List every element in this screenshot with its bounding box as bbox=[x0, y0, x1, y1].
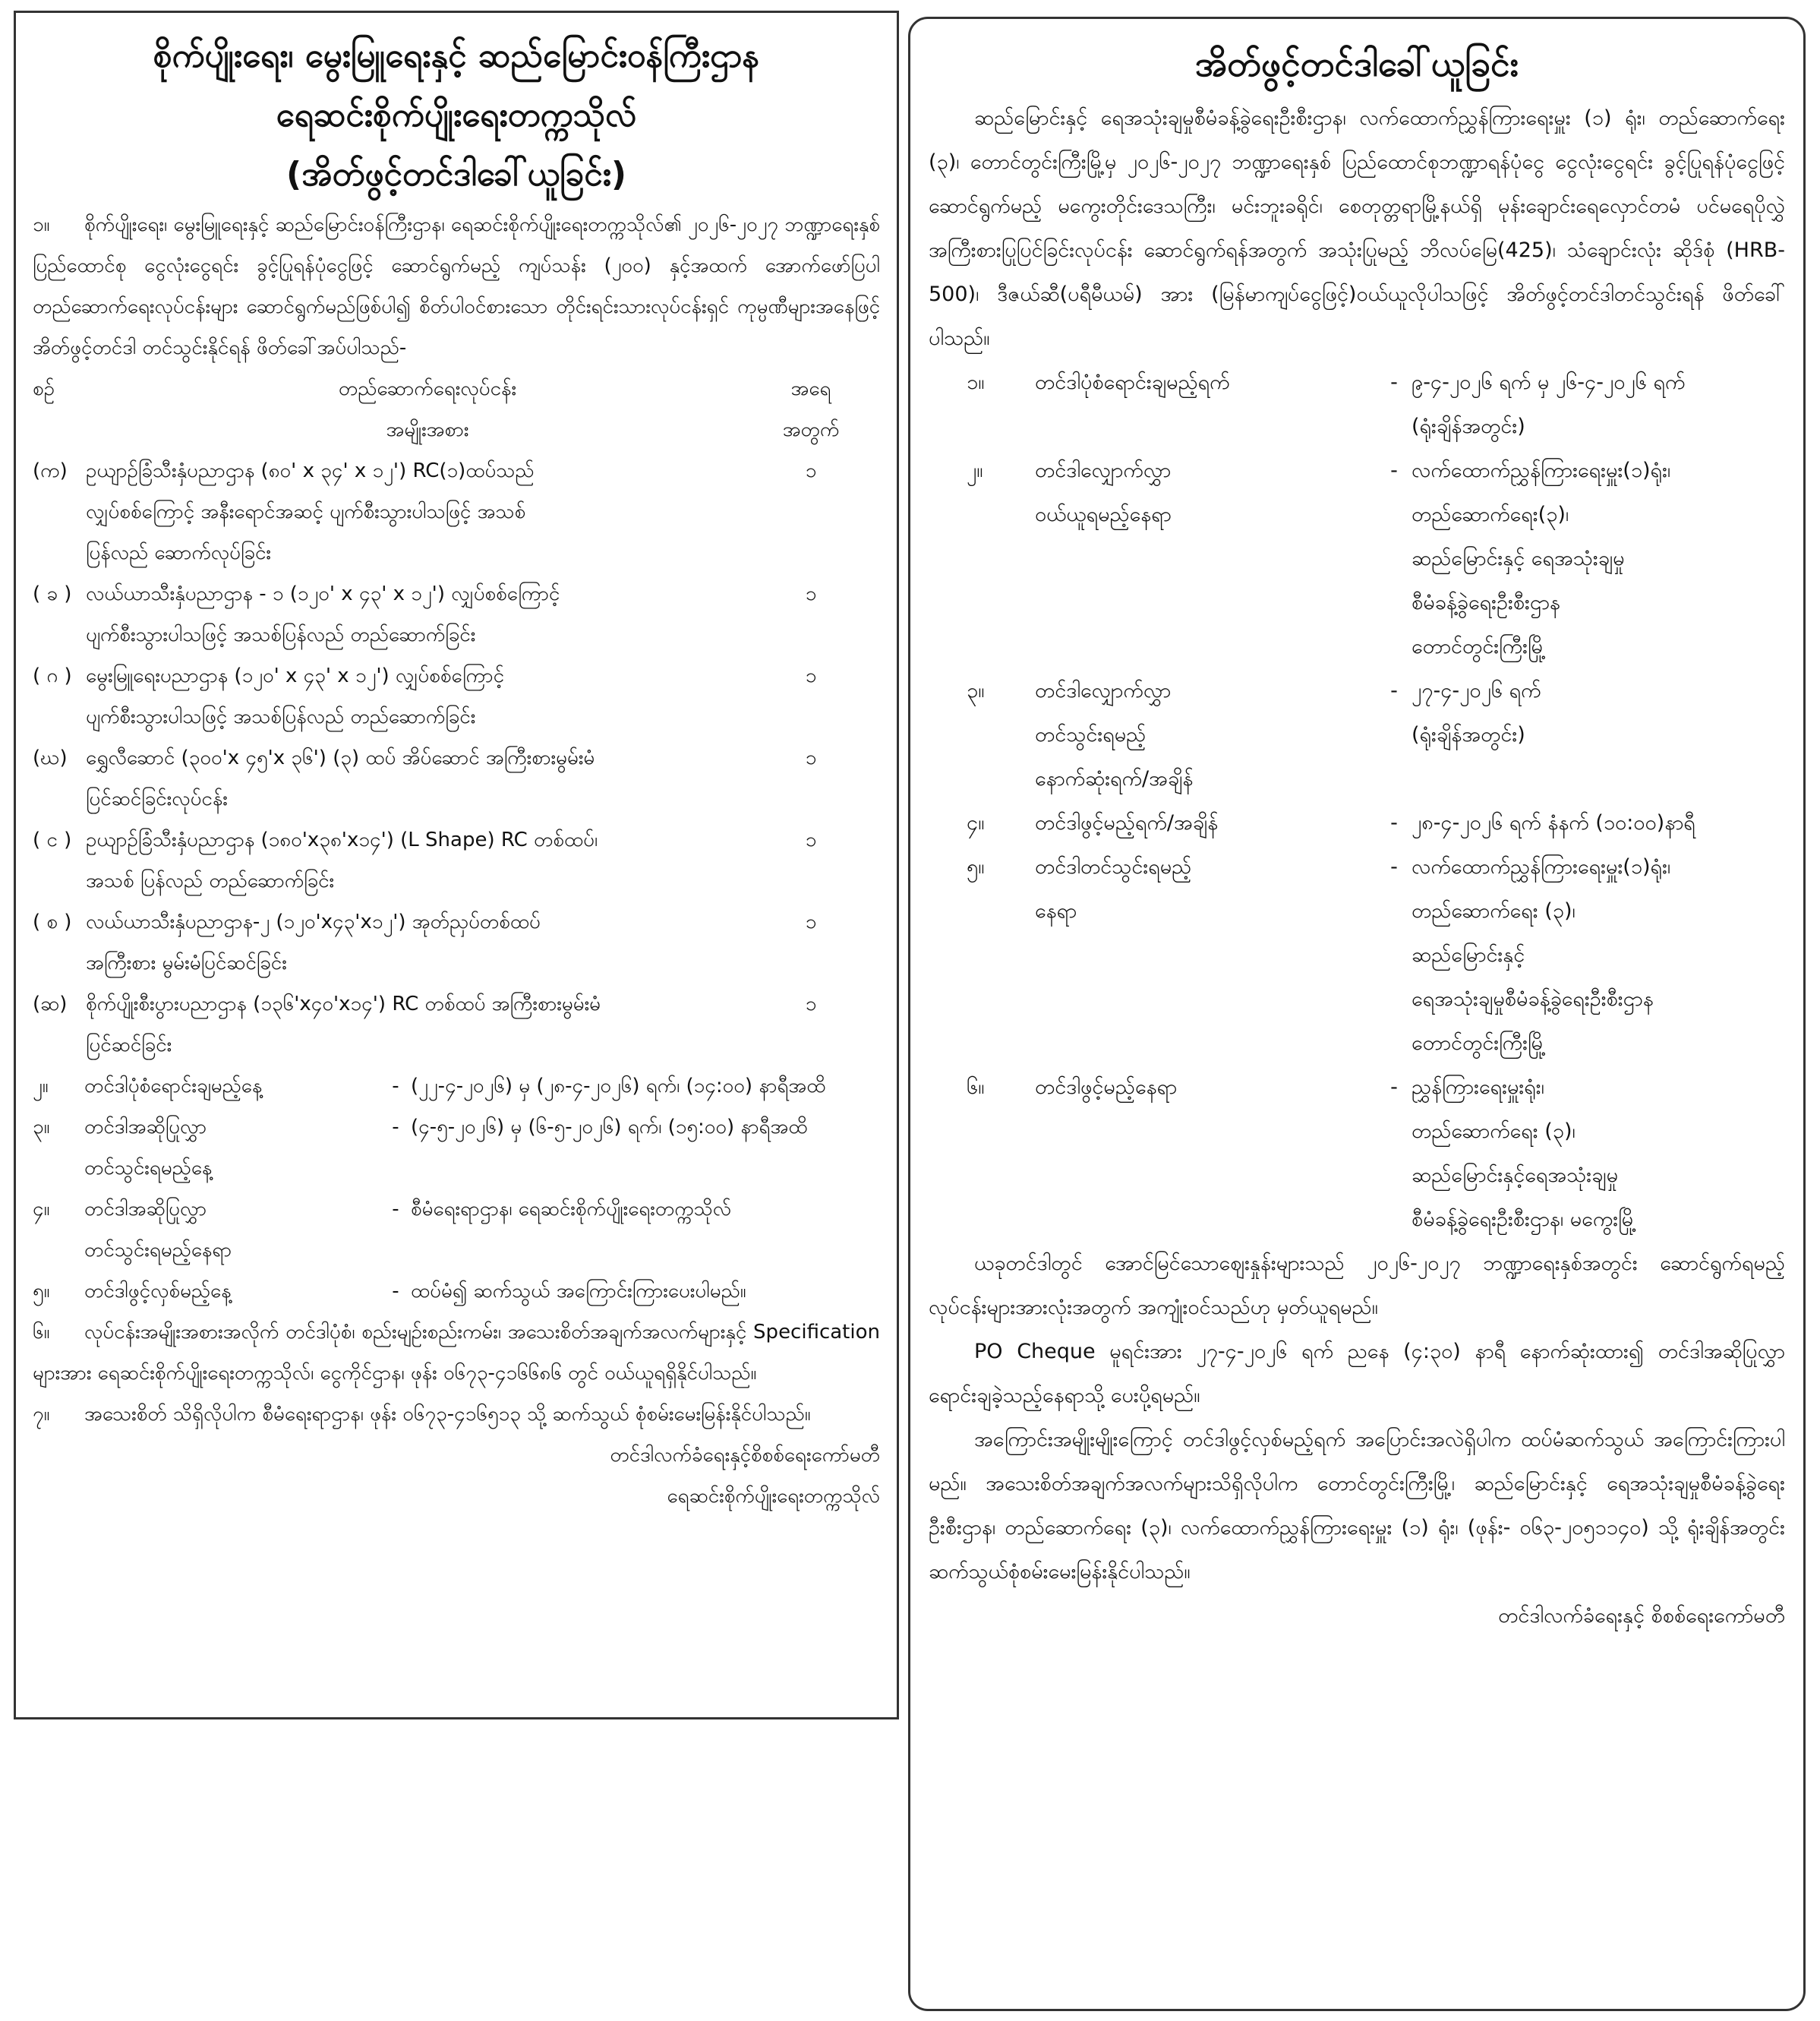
left-title-ministry: စိုက်ပျိုးရေး၊ မွေးမြူရေးနှင့် ဆည်မြောင်းဝန်ကြီးဌာန bbox=[153, 36, 760, 75]
right-item-open-place: ၆။ တင်ဒါဖွင့်မည့်နေရာ - ညွှန်ကြားရေးမှူးရုံး၊ တည်ဆောက်ရေး (၃)၊ ဆည်မြောင်းနှင့်ရေအသုံးချမှု စီမံခန့်ခွဲရေးဦးစီးဌာန၊ မကွေးမြို့ bbox=[967, 1075, 1637, 1231]
table-row: ( ဂ ) မွေးမြူရေးပညာဌာန (၁၂၀' x ၄၃' x ၁၂') လျှပ်စစ်ကြောင့် ပျက်စီးသွားပါသဖြင့် အသစ်ပြန်လည် တည်ဆောက်ခြင်း ၁ bbox=[33, 665, 817, 728]
left-item-submit-date: ၃။ တင်ဒါအဆိုပြုလွှာ တင်သွင်းရမည့်နေ့ - (၄-၅-၂၀၂၆) မှ (၆-၅-၂၀၂၆) ရက်၊ (၁၅:၀၀) နာရီအထိ bbox=[33, 1116, 808, 1179]
table-row: ( ခ ) လယ်ယာသီးနှံပညာဌာန - ၁ (၁၂၀' x ၄၃' x ၁၂') လျှပ်စစ်ကြောင့် ပျက်စီးသွားပါသဖြင့် အသစ်ပြန်လည် တည်ဆောက်ခြင်း ၁ bbox=[33, 583, 817, 646]
left-paragraph-7: ၇။ အသေးစိတ် သိရှိလိုပါက စီမံရေးရာဌာန၊ ဖုန်း ၀၆၇၃-၄၁၆၅၁၃ သို့ ဆက်သွယ် စုံစမ်းမေးမြန်းနိုင်ပါသည်။ bbox=[33, 1403, 811, 1426]
works-table-header bbox=[33, 368, 880, 450]
right-item-purchase-place: ၂။ တင်ဒါလျှောက်လွှာ ဝယ်ယူရမည့်နေရာ - လက်ထောက်ညွှန်ကြားရေးမှူး(၁)ရုံး၊ တည်ဆောက်ရေး(၃)၊ ဆည်မြောင်းနှင့် ရေအသုံးချမှု စီမံခန့်ခွဲရေးဦးစီးဌာန တောင်တွင်းကြီးမြို့ bbox=[967, 459, 1671, 658]
left-intro: ၁။ စိုက်ပျိုးရေး၊ မွေးမြူရေးနှင့် ဆည်မြောင်းဝန်ကြီးဌာန၊ ရေဆင်းစိုက်ပျိုးရေးတက္ကသိုလ်၏ ၂၀၂၆-၂၀၂၇ ဘဏ္ဍာရေးနှစ် ပြည်ထောင်စု ငွေလုံးငွေရင်း ခွင့်ပြုရန်ပုံငွေဖြင့် ဆောင်ရွက်မည့် ကျပ်သန်း (၂၀၀) နှင့်အထက် အောက်ဖော်ပြပါ တည်ဆောက်ရေးလုပ်ငန်းများ ဆောင်ရွက်မည်ဖြစ်ပါ၍ စိတ်ပါဝင်စားသော တိုင်းရင်းသားလုပ်ငန်းရှင် ကုမ္ပဏီများအနေဖြင့် အိတ်ဖွင့်တင်ဒါ တင်သွင်းနိုင်ရန် ဖိတ်ခေါ်အပ်ပါသည်- bbox=[33, 204, 880, 368]
left-announcement bbox=[14, 11, 899, 1719]
left-title-tender: (အိတ်ဖွင့်တင်ဒါခေါ်ယူခြင်း) bbox=[286, 155, 626, 194]
right-intro: ဆည်မြောင်းနှင့် ရေအသုံးချမှုစီမံခန့်ခွဲရေးဦးစီးဌာန၊ လက်ထောက်ညွှန်ကြားရေးမှူး (၁) ရုံး၊ တည်ဆောက်ရေး (၃)၊ တောင်တွင်းကြီးမြို့မှ ၂၀၂၆-၂၀၂၇ ဘဏ္ဍာရေးနှစ် ပြည်ထောင်စုဘဏ္ဍာရန်ပုံငွေ ငွေလုံးငွေရင်း ခွင့်ပြုရန်ပုံငွေဖြင့်ဆောင်ရွက်မည့် မကွေးတိုင်းဒေသကြီး၊ မင်းဘူးခရိုင်၊ စေတုတ္တရာမြို့နယ်ရှိ မုန်းချောင်းရေလှောင်တမံ ပင်မရေပိုလွှဲ အကြီးစားပြုပြင်ခြင်းလုပ်ငန်း ဆောင်ရွက်ရန်အတွက် အသုံးပြုမည့် ဘိလပ်မြေ(425)၊ သံချောင်းလုံး ဆိုဒ်စုံ (HRB-500)၊ ဒီဇယ်ဆီ(ပရီမီယမ်) အား (မြန်မာကျပ်ငွေဖြင့်)ဝယ်ယူလိုပါသဖြင့် အိတ်ဖွင့်တင်ဒါတင်သွင်းရန် ဖိတ်ခေါ်ပါသည်။ bbox=[929, 106, 1785, 350]
table-row: (ဃ) ရွှေလီဆောင် (၃၀၀'x ၄၅'x ၃၆') (၃) ထပ် အိပ်ဆောင် အကြီးစားမွမ်းမံ ပြင်ဆင်ခြင်းလုပ်ငန်း ၁ bbox=[33, 747, 817, 810]
left-signature-university: ရေဆင်းစိုက်ပျိုးရေးတက္ကသိုလ် bbox=[667, 1485, 880, 1508]
right-item-sale-date: ၁။ တင်ဒါပုံစံရောင်းချမည့်ရက် - ၉-၄-၂၀၂၆ ရက် မှ ၂၆-၄-၂၀၂၆ ရက် (ရုံးချိန်အတွင်း) bbox=[967, 371, 1686, 438]
right-title: အိတ်ဖွင့်တင်ဒါခေါ်ယူခြင်း bbox=[1194, 43, 1519, 84]
header-quantity: အရေ အတွက် bbox=[782, 377, 840, 441]
left-item-submit-place: ၄။ တင်ဒါအဆိုပြုလွှာ တင်သွင်းရမည့်နေရာ - စီမံရေးရာဌာန၊ ရေဆင်းစိုက်ပျိုးရေးတက္ကသိုလ် bbox=[33, 1198, 732, 1262]
right-item-open-date: ၄။ တင်ဒါဖွင့်မည့်ရက်/အချိန် - ၂၈-၄-၂၀၂၆ ရက် နံနက် (၁၀:၀၀)နာရီ bbox=[967, 811, 1695, 835]
header-work-type: တည်ဆောက်ရေးလုပ်ငန်း အမျိုးအစား bbox=[338, 377, 517, 441]
table-row: (က) ဥယျာဉ်ခြံသီးနှံပညာဌာန (၈၀' x ၃၄' x ၁၂') RC(၁)ထပ်သည် လျှပ်စစ်ကြောင့် အနီးရောင်အဆင့် ပျက်စီးသွားပါသဖြင့် အသစ် ပြန်လည် ဆောက်လုပ်ခြင်း ၁ bbox=[33, 459, 817, 564]
table-row: ( စ ) လယ်ယာသီးနှံပညာဌာန-၂ (၁၂၀'x၄၃'x၁၂') အုတ်ညှပ်တစ်ထပ် အကြီးစား မွမ်းမံပြင်ဆင်ခြင်း ၁ bbox=[33, 911, 817, 974]
right-item-deadline: ၃။ တင်ဒါလျှောက်လွှာ တင်သွင်းရမည့် နောက်ဆုံးရက်/အချိန် - ၂၇-၄-၂၀၂၆ ရက် (ရုံးချိန်အတွင်း) bbox=[967, 679, 1541, 791]
right-paragraph-validity: ယခုတင်ဒါတွင် အောင်မြင်သောဈေးနှုန်းများသည် ၂၀၂၆-၂၀၂၇ ဘဏ္ဍာရေးနှစ်အတွင်း ဆောင်ရွက်ရမည့် လုပ်ငန်းများအားလုံးအတွက် အကျုံးဝင်သည်ဟု မှတ်ယူရမည်။ bbox=[929, 1252, 1785, 1319]
left-signature-committee: တင်ဒါလက်ခံရေးနှင့်စိစစ်ရေးကော်မတီ bbox=[610, 1444, 880, 1467]
right-paragraph-contact: အကြောင်းအမျိုးမျိုးကြောင့် တင်ဒါဖွင့်လှစ်မည့်ရက် အပြောင်းအလဲရှိပါက ထပ်မံဆက်သွယ် အကြောင်းကြားပါမည်။ အသေးစိတ်အချက်အလက်များသိရှိလိုပါက တောင်တွင်းကြီးမြို့၊ ဆည်မြောင်းနှင့် ရေအသုံးချမှုစီမံခန့်ခွဲရေးဦးစီးဌာန၊ တည်ဆောက်ရေး (၃)၊ လက်ထောက်ညွှန်ကြားရေးမှူး (၁) ရုံး၊ (ဖုန်း- ၀၆၃-၂၀၅၁၁၄၀) သို့ ရုံးချိန်အတွင်း ဆက်သွယ်စုံစမ်းမေးမြန်းနိုင်ပါသည်။ bbox=[929, 1428, 1785, 1584]
table-row: ( င ) ဥယျာဉ်ခြံသီးနှံပညာဌာန (၁၈၀'x၃၈'x၁၄') (L Shape) RC တစ်ထပ်၊ အသစ် ပြန်လည် တည်ဆောက်ခြင်း ၁ bbox=[33, 829, 817, 892]
left-intro-number: ၁။ bbox=[33, 213, 50, 236]
left-title-university: ရေဆင်းစိုက်ပျိုးရေးတက္ကသိုလ် bbox=[276, 96, 637, 134]
right-paragraph-cheque: PO Cheque မူရင်းအား ၂၇-၄-၂၀၂၆ ရက် ညနေ (၄:၃၀) နာရီ နောက်ဆုံးထား၍ တင်ဒါအဆိုပြုလွှာ ရောင်းချခဲ့သည့်နေရာသို့ ပေးပို့ရမည်။ bbox=[929, 1340, 1785, 1407]
header-serial: စဉ် bbox=[33, 377, 55, 400]
table-row: (ဆ) စိုက်ပျိုးစီးပွားပညာဌာန (၁၃၆'x၄၀'x၁၄') RC တစ်ထပ် အကြီးစားမွမ်းမံ ပြင်ဆင်ခြင်း ၁ bbox=[33, 993, 817, 1056]
right-item-submit-place: ၅။ တင်ဒါတင်သွင်းရမည့် နေရာ - လက်ထောက်ညွှန်ကြားရေးမှူး(၁)ရုံး၊ တည်ဆောက်ရေး (၃)၊ ဆည်မြောင်းနှင့် ရေအသုံးချမှုစီမံခန့်ခွဲရေးဦးစီးဌာန တောင်တွင်းကြီးမြို့ bbox=[967, 855, 1671, 1055]
left-item-open-date: ၅။ တင်ဒါဖွင့်လှစ်မည့်နေ့ - ထပ်မံ၍ ဆက်သွယ် အကြောင်းကြားပေးပါမည်။ bbox=[33, 1280, 746, 1303]
right-signature-committee: တင်ဒါလက်ခံရေးနှင့် စိစစ်ရေးကော်မတီ bbox=[1498, 1604, 1785, 1628]
right-announcement bbox=[908, 17, 1806, 2011]
left-paragraph-6: ၆။ လုပ်ငန်းအမျိုးအစားအလိုက် တင်ဒါပုံစံ၊ စည်းမျဉ်းစည်းကမ်း၊ အသေးစိတ်အချက်အလက်များနှင့် Specification များအား ရေဆင်းစိုက်ပျိုးရေးတက္ကသိုလ်၊ ငွေကိုင်ဌာန၊ ဖုန်း ၀၆၇၃-၄၁၆၆၈၆ တွင် ဝယ်ယူရရှိနိုင်ပါသည်။ bbox=[33, 1321, 880, 1385]
left-item-sale-date: ၂။ တင်ဒါပုံစံရောင်းချမည့်နေ့ - (၂၂-၄-၂၀၂၆) မှ (၂၈-၄-၂၀၂၆) ရက်၊ (၁၄:၀၀) နာရီအထိ bbox=[33, 1075, 826, 1097]
